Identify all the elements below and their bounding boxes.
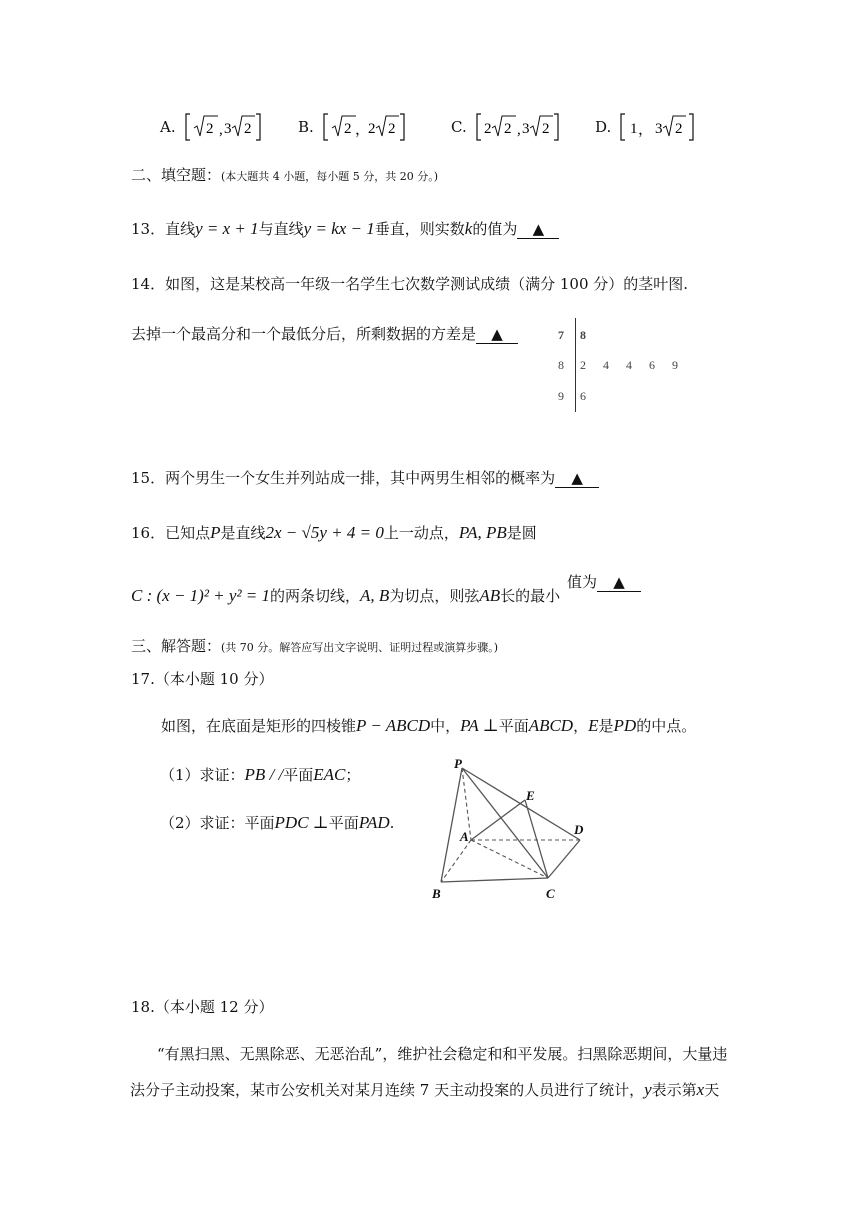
edge-pc	[462, 768, 548, 878]
q18-text: 法分子主动投案，某市公安机关对某月连续 7 天主动投案的人员进行了统计，	[130, 1081, 645, 1099]
q18-line2	[130, 1080, 719, 1100]
stem-row	[558, 328, 586, 343]
option-c-rad1: 2	[503, 121, 512, 137]
question-16-line2	[131, 586, 560, 606]
q18-variable-y: y	[644, 1080, 652, 1099]
option-d-sep: ，	[638, 120, 654, 138]
label-a: A	[460, 829, 469, 844]
q16-answer-blank: ▲	[597, 573, 641, 592]
leaf-value: 8	[580, 328, 586, 342]
q13-variable: k	[464, 219, 473, 238]
q17-pdc-perp: PDC ⊥	[274, 813, 329, 832]
stem-leaf-divider	[575, 318, 576, 412]
pyramid-figure	[420, 755, 600, 905]
option-d	[595, 112, 699, 142]
question-16-line1	[131, 523, 537, 543]
q13-equation-1: y = x + 1	[195, 219, 259, 238]
q13-number: 13．	[131, 220, 166, 238]
option-c-sep: ,	[516, 122, 521, 138]
q17-part-2	[160, 813, 394, 833]
q16-text: 长的最小	[500, 587, 561, 605]
q13-text: 垂直，则实数	[374, 220, 465, 238]
q16-text: 是圆	[506, 524, 537, 542]
q13-equation-2: y = kx − 1	[303, 219, 375, 238]
section2-note: (本大题共 4 小题，每小题 5 分，共 20 分。)	[221, 170, 439, 183]
label-e: E	[526, 788, 535, 803]
q17-text: .	[389, 814, 395, 832]
stem-row	[558, 389, 586, 404]
option-c-label: C.	[451, 118, 467, 136]
q17-text: 如图，在底面是矩形的四棱锥	[161, 717, 357, 735]
option-a-label: A.	[160, 118, 176, 136]
section3-note: (共 70 分。解答应写出文字说明、证明过程或演算步骤。)	[221, 641, 499, 654]
label-d: D	[574, 822, 584, 837]
stem-value: 8	[558, 358, 564, 372]
q16-circle-equation: C : (x − 1)² + y² = 1	[131, 586, 271, 605]
q17-point-e: E	[588, 716, 599, 735]
q16-number: 16．	[131, 524, 166, 542]
q17-text: 中，	[430, 717, 461, 735]
segment-ec	[525, 800, 548, 878]
q13-text: 的值为	[472, 220, 518, 238]
q17-text: 平面	[498, 717, 529, 735]
section2-heading	[131, 165, 438, 187]
leaf-value: 4	[626, 358, 632, 372]
option-d-first: 1	[630, 121, 638, 137]
q17-pyramid: P − ABCD	[356, 716, 431, 735]
q18-text: 表示第	[651, 1081, 697, 1099]
leaf-value: 6	[649, 358, 655, 372]
q17-pb-parallel: PB / /	[244, 765, 284, 784]
q16-tangent-points: A, B	[360, 586, 390, 605]
q16-text: 的两条切线，	[270, 587, 361, 605]
edge-bc	[441, 878, 548, 882]
option-b-rad1: 2	[343, 121, 352, 137]
q13-text: 直线	[165, 220, 196, 238]
option-a-interval	[184, 112, 262, 142]
edge-cd	[548, 840, 580, 878]
q16-text: 是直线	[220, 524, 266, 542]
option-b-label: B.	[298, 118, 314, 136]
option-c-coef1: 2	[483, 121, 492, 137]
q17-pa: PA ⊥	[460, 716, 499, 735]
option-c-rad2: 2	[541, 121, 550, 137]
q18-text: 天	[704, 1081, 720, 1099]
q17-text: 是	[598, 717, 614, 735]
segment-ac-hidden	[471, 840, 548, 878]
leaf-value: 6	[580, 389, 586, 403]
q16-text: 上一动点，	[383, 524, 459, 542]
option-d-interval	[619, 112, 699, 142]
q16-point: P	[210, 523, 221, 542]
segment-ae	[471, 800, 525, 840]
option-b-sep: ，	[354, 120, 370, 138]
q17-text: ；	[345, 766, 361, 784]
option-a-sep: ,	[218, 122, 223, 138]
leaf-value: 9	[672, 358, 678, 372]
option-b-coef2: 2	[367, 121, 376, 137]
q13-answer-blank: ▲	[517, 220, 559, 239]
leaf-value: 4	[603, 358, 609, 372]
option-b	[298, 112, 406, 142]
q13-text: 与直线	[258, 220, 304, 238]
q17-title: 17.（本小题 10 分）	[131, 670, 274, 688]
option-a-rad1: 2	[205, 121, 214, 137]
question-13	[131, 219, 559, 239]
q17-segment-pd: PD	[613, 716, 637, 735]
option-b-interval	[322, 112, 406, 142]
q16-chord: AB	[479, 586, 501, 605]
option-a-coef2: 3	[223, 121, 232, 137]
q17-text: （2）求证：平面	[160, 814, 275, 832]
question-14-line1	[131, 274, 688, 294]
q14-text: 如图，这是某校高一年级一名学生七次数学测试成绩（满分 100 分）的茎叶图.	[165, 275, 689, 293]
q14-text: 去掉一个最高分和一个最低分后，所剩数据的方差是	[131, 325, 477, 343]
stem-value: 9	[558, 389, 564, 403]
option-c-coef2: 3	[521, 121, 530, 137]
section2-title: 二、填空题：	[131, 166, 222, 184]
label-p: P	[454, 756, 462, 771]
q17-plane-abcd: ABCD	[528, 716, 574, 735]
option-b-rad2: 2	[387, 121, 396, 137]
q16-text: 值为	[567, 573, 598, 591]
option-a-rad2: 2	[243, 121, 252, 137]
option-c-interval	[475, 112, 561, 142]
q18-line1: “有黑扫黑、无黑除恶、无恶治乱”，维护社会稳定和和平发展。扫黑除恶期间，大量违	[157, 1045, 728, 1063]
leaf-value: 2	[580, 358, 586, 372]
option-a	[160, 112, 262, 142]
q17-plane-pad: PAD	[358, 813, 390, 832]
question-15	[131, 468, 599, 488]
q15-answer-blank: ▲	[555, 469, 599, 488]
q15-text: 两个男生一个女生并列站成一排，其中两男生相邻的概率为	[165, 469, 556, 487]
question-16-line3	[567, 572, 641, 592]
q17-stem	[161, 716, 696, 736]
label-c: C	[546, 886, 555, 901]
edge-pb	[441, 768, 462, 882]
q16-tangents: PA, PB	[458, 523, 507, 542]
stem-leaf-plot	[550, 318, 700, 413]
stem-value: 7	[558, 328, 564, 342]
q17-text: ，	[573, 717, 589, 735]
q16-line-equation: 2x − √5y + 4 = 0	[265, 523, 384, 542]
section3-title: 三、解答题：	[131, 637, 222, 655]
q14-number: 14．	[131, 275, 166, 293]
q16-text: 为切点，则弦	[389, 587, 480, 605]
q17-text: （1）求证：	[160, 766, 245, 784]
option-d-coef2: 3	[655, 121, 663, 137]
stem-row	[558, 358, 678, 373]
option-c	[451, 112, 561, 142]
edge-pd	[462, 768, 580, 840]
q18-title: 18.（本小题 12 分）	[131, 998, 274, 1016]
section3-heading	[131, 636, 498, 658]
q17-text: 平面	[328, 814, 359, 832]
option-d-label: D.	[595, 118, 612, 136]
q18-variable-x: x	[696, 1080, 705, 1099]
label-b: B	[432, 886, 441, 901]
q14-answer-blank: ▲	[476, 325, 518, 344]
q17-text: 的中点。	[636, 717, 697, 735]
q16-text: 已知点	[165, 524, 211, 542]
question-14-line2	[131, 324, 518, 344]
q17-part-1	[160, 765, 360, 785]
q17-plane-eac: EAC	[313, 765, 346, 784]
q15-number: 15．	[131, 469, 166, 487]
q17-text: 平面	[283, 766, 314, 784]
option-d-rad2: 2	[675, 121, 683, 137]
